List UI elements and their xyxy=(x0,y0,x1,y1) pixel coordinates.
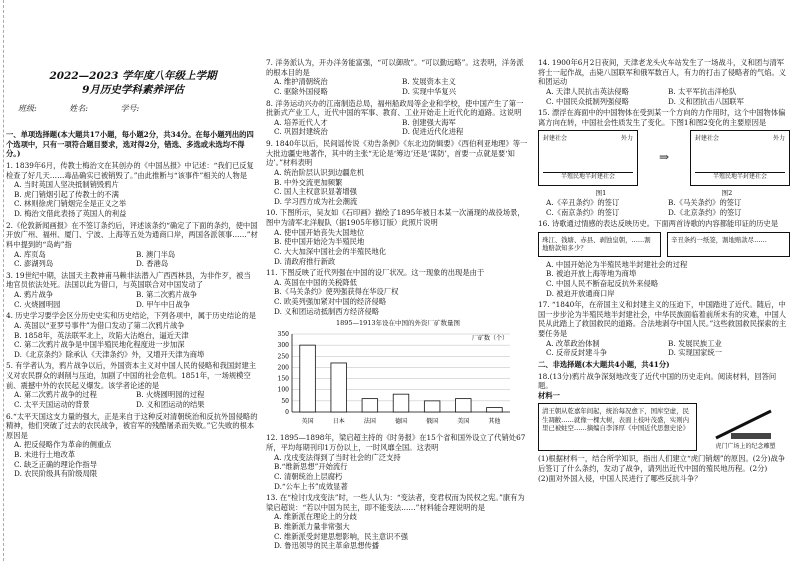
bar-chart xyxy=(266,319,530,430)
y-tick-label: 0 xyxy=(285,408,289,416)
option-b[interactable]: B. 1858年，英法联军北上，攻陷大沽炮台，逼近天津 xyxy=(14,330,189,340)
question-9: 9. 1840年以后，民间谣传说《劝告条例》《东北边防辑要》《西伯利亚地理》等一大批边疆史地著作，其中的主张“无论是‘筹边’还是‘谋防’，首要一点就是要‘知边’。”材料表明 A. 统治阶层认识到边疆危机 B. 中外交流更加频繁 C. 国人主权意识显著增强 D. 学习西方成为社会潮流 xyxy=(266,139,530,206)
option-c[interactable]: C.《南京条约》的签订 xyxy=(546,207,620,217)
option-d[interactable]: D. 鲁迅领导的民主革命思想传播 xyxy=(274,541,380,551)
name-field[interactable]: 姓名: xyxy=(69,104,88,113)
option-c[interactable]: C. 缺乏正确的理论作指导 xyxy=(14,459,97,469)
column-1 xyxy=(6,128,258,555)
option-d[interactable]: D. 义和团运动抵制西方经济侵略 xyxy=(274,306,380,316)
question-11: 11. 下图反映了近代列强在中国的设厂状况。这一现象的出现是由于 A. 英国在中国的关税降低 B.《马关条约》使列强获得在华设厂权 C. 欧美列强加紧对中国的经济侵略 D. 义和团运动抵制西方经济侵略 xyxy=(266,268,530,316)
option-c[interactable]: C. 国人主权意识显著增强 xyxy=(274,187,357,197)
option-d[interactable]: D. 清政府推行新政 xyxy=(274,256,336,266)
options xyxy=(266,168,530,207)
x-tick-label: 法国 xyxy=(363,417,376,425)
option-a[interactable]: A. 维护清朝统治 xyxy=(274,77,328,87)
option-c[interactable]: C. 巩固封建统治 xyxy=(274,127,328,137)
option-b[interactable]: B. 火烧圆明园的过程 xyxy=(136,390,205,400)
y-tick-label: 200 xyxy=(277,364,289,372)
option-c[interactable]: C. 反帝反封建斗争 xyxy=(546,348,608,358)
figure-2: 封建社会 外力 半殖民地半封建社会 xyxy=(690,130,790,186)
option-d[interactable]: D. 义和团抗击八国联军 xyxy=(668,96,744,106)
option-c[interactable]: C. 驱除外国侵略 xyxy=(274,86,328,96)
bar xyxy=(456,398,472,411)
options xyxy=(6,180,258,219)
option-b[interactable]: B. 太平军抗击洋枪队 xyxy=(668,86,737,96)
sub-question-1: (1)根据材料一，结合所学知识，指出人们建立“虎门销烟”的原因。(2分)战争后签订了什么条约，发动了战争，请列出近代中国的殖民地历程。(2分) xyxy=(538,454,786,474)
y-axis-label: 厂矿数（个） xyxy=(471,334,508,342)
option-b[interactable]: B. 澳门半岛 xyxy=(136,249,176,259)
bar xyxy=(393,394,409,412)
option-b[interactable]: B.“维新思想”开始流行 xyxy=(274,462,348,472)
student-info-fields xyxy=(18,104,248,115)
option-a[interactable]: A. 英国以“亚罗号事件”为借口发动了第二次鸦片战争 xyxy=(14,320,185,330)
question-10: 10. 下图所示，吴友如《石印画》描绘了1895年被日本某一次涌现的战役场景，图中为清军北洋舰队（据1905年修订版）此照片说明 A. 使中国开始丧失大国地位 B. 使中国开始沦为半殖民地 C. 大大加深中国社会的半殖民地化 D. 清政府推行新政 xyxy=(266,208,530,266)
question-12: 12. 1895—1898年，梁启超主持的《时务报》在15个省和国外设立了代销处67所，平均每期刊印1万份以上，一时风靡全国。这表明 A. 戊戌变法得到了当时社会的广泛支持 B.“维新思想”开始流行 C. 清朝统治上层腐朽 D.“公车上书”成效显著 xyxy=(266,433,530,491)
figure-captions: 图1 图2 xyxy=(595,189,733,198)
question-18: 18.(13分)鸦片战争深刻地改变了近代中国的历史走向。阅读材料，回答问题。 xyxy=(538,371,777,391)
option-d[interactable]: D. 义和团运动的结果 xyxy=(136,399,205,409)
y-tick-label: 100 xyxy=(277,386,289,394)
question-17: 17. “1840年，在帝国主义和封建主义的压迫下，中国踏进了近代。随后，中国一步步沦为半殖民地半封建社会，中华民族面临着前所未有的灾难，中国人民从此踏上了救国救民的道路。合法地剥夺中国人民。”这些救国救民探索的主要任务是 A. 改革政治体制 B. 发展民族工业 C. 反帝反封建斗争 D. 实现国家统一 xyxy=(538,300,790,358)
option-a[interactable]: A. 把反侵略作为革命的侧重点 xyxy=(14,440,112,450)
binding-line xyxy=(0,0,4,561)
question-6: 6.“太平天国这支力量的强大，正是来自于这种反对清朝统治和反抗外国侵略的精神，他们突破了过去的农民战争，被官军的残酷屠杀而失败。”它失败的根本原因是 A. 把反侵略作为革命的侧重点 B. 未进行土地改革 C. 缺乏正确的理论作指导 D. 农民阶级具有阶级局限 xyxy=(6,411,258,479)
option-d[interactable]: D.《北京条约》的签订 xyxy=(668,207,742,217)
poem-boxes xyxy=(538,232,790,257)
figure-1: 封建社会 外力 半殖民地半封建社会 xyxy=(538,130,638,186)
option-d[interactable]: D. 促进近代化进程 xyxy=(402,127,464,137)
option-c[interactable]: C. 林则徐虎门销烟完全是正义之举 xyxy=(14,199,127,209)
question-1: 1. 1839年6月，传教士梅治文在其创办的《中国丛报》中记述：“我们已反复检查了好几天……毒品确实已被销毁了。”由此推断与“该事件”相关的人物是 A. 当时英国人坚决抵制销毁鸦片 B. 虎门销烟引起了传教士的不满 C. 林则徐虎门销烟完全是正义之举 D. 梅治文借此表扬了英国人的利益 xyxy=(6,161,258,219)
option-b[interactable]: B. 发展资本主义 xyxy=(402,77,456,87)
question-14: 14. 1900年6月2日夜间，天津老龙头火车站发生了一场战斗，义和团与清军将士一起作战，击毙八国联军和俄军数百人，有力的打击了侵略者的气焰。义和团运动 A. 天津人民抗击英法侵略 B. 太平军抗击洋枪队 C. 中国民众抵制列强侵略 D. 义和团抗击八国联军 xyxy=(538,58,790,106)
option-a[interactable]: A. 英国在中国的关税降低 xyxy=(274,277,357,287)
number-field[interactable]: 学号: xyxy=(120,104,140,113)
column-2-questions-b xyxy=(266,433,530,551)
x-tick-label: 俄国 xyxy=(426,417,439,425)
option-d[interactable]: D. 香港岛 xyxy=(136,259,169,269)
option-d[interactable]: D. 梅治文借此表扬了英国人的利益 xyxy=(14,209,127,218)
class-field[interactable]: 班级: xyxy=(18,104,37,113)
options xyxy=(266,278,530,317)
option-d[interactable]: D. 被迫开放通商口岸 xyxy=(546,288,615,298)
option-b[interactable]: B.《马关条约》使列强获得在华设厂权 xyxy=(274,287,399,297)
option-b[interactable]: B. 虎门销烟引起了传教士的不满 xyxy=(14,189,119,199)
option-c[interactable]: C. 第二次鸦片战争是中国半殖民地化程度进一步加深 xyxy=(14,340,185,350)
question-15: 15. 漂浮在海面中的中国物体在受到某一个方向的力作用时，这个中国物体偏离方向在转，中国社会性质发生了变化。下图1和图2变化的主要原因是 封建社会 外力 半殖民地半封建社会 ⇒ 封建社会 外力 半殖民地半封建社会 图1 图2 A.《辛丑条约》的签订 B.《马关条约》的签订 C.《南京条约》的签订 D.《北京条约》的签订 xyxy=(538,108,790,217)
question-8: 8. 洋务运动兴办的江南制造总局，福州船政局等企业和学校，使中国产生了第一批新式产业工人，近代中国的军事、教育、工业开始走上近代化的道路。这说明 A. 培养近代人才 B. 创建强大海军 C. 巩固封建统治 D. 促进近代化进程 xyxy=(266,99,530,138)
options xyxy=(266,118,530,137)
option-a[interactable]: A. 库页岛 xyxy=(14,249,46,259)
option-a[interactable]: A. 当时英国人坚决抵制销毁鸦片 xyxy=(14,180,119,190)
options xyxy=(6,440,258,479)
material-block xyxy=(538,403,790,451)
option-b[interactable]: B.《马关条约》的签订 xyxy=(668,197,742,207)
option-a[interactable]: A. 鸦片战争 xyxy=(14,290,54,299)
option-d[interactable]: D. 实现国家统一 xyxy=(668,348,723,358)
question-7: 7. 洋务派认为，开办洋务能富强，“可以御敌”。“可以勤远略”。这表明，洋务派的根本目的是 A. 维护清朝统治 B. 发展资本主义 C. 驱除外国侵略 D. 实现中华复兴 xyxy=(266,58,530,97)
bar xyxy=(331,363,347,412)
x-tick-label: 英国 xyxy=(301,417,314,425)
y-tick-label: 150 xyxy=(277,375,289,383)
question-16: 16. 诗歌通过情感的表达反映历史。下面两首诗歌的内容都能印证的历史是 珠江、钱塘、赤县、剥蚀皇朝，……割地赔款知多少？ 辛丑条约一纸签，割地赔款尽…… A. 中国开始沦为半殖民地半封建社会的过程 B. 被迫开放上海等地为商埠 C. 中国人民不断奋起反抗外来侵略 D. 被迫开放通商口岸 xyxy=(538,219,790,298)
question-3: 3. 19世纪中期，法国天主教神甫马赖非法潜入广西西林县，为非作歹，被当地官员依法处死。法国以此为借口，与英国联合对中国发动了 A. 鸦片战争 B. 第二次鸦片战争 C. 火烧圆明园 D. 甲午中日战争 xyxy=(6,271,258,310)
option-c[interactable]: C. 大大加深中国社会的半殖民地化 xyxy=(274,246,387,256)
options xyxy=(266,228,530,267)
arrow-icon: ⇒ xyxy=(658,150,670,165)
bar xyxy=(487,407,503,411)
option-d[interactable]: D. 学习西方成为社会潮流 xyxy=(274,196,358,206)
option-d[interactable]: D. 实现中华复兴 xyxy=(402,86,457,96)
option-b[interactable]: B. 创建强大海军 xyxy=(402,117,456,127)
x-tick-label: 日本 xyxy=(332,417,345,425)
column-2-questions-a xyxy=(266,58,530,316)
option-a[interactable]: A. 第二次鸦片战争的过程 xyxy=(14,390,97,400)
material-text: 清王朝从乾嘉年间起，统治每况愈下，国库空虚，民生凋敝……就像一棵大树，表面上枝叶茂盛，实则内里已被蛀空……摘编自李泽厚《中国近代思想史论》 xyxy=(538,403,697,451)
chart-title: 1895—1913年设在中国的外资厂矿数量图 xyxy=(335,319,461,328)
column-3 xyxy=(538,58,790,555)
bar xyxy=(300,345,316,412)
options xyxy=(6,390,258,409)
monument-image: 虎门广场上的纪念雕塑 xyxy=(701,403,790,451)
option-c[interactable]: C. 维新派受封建思想影响，民主意识不强 xyxy=(274,531,409,541)
section2-title: 二、非选择题(本大题共4小题，共41分) xyxy=(538,359,670,369)
option-b[interactable]: B. 发展民族工业 xyxy=(668,338,722,348)
y-tick-label: 350 xyxy=(277,330,289,338)
x-tick-label: 其他 xyxy=(488,417,501,425)
y-tick-label: 50 xyxy=(281,397,289,405)
option-a[interactable]: A. 戊戌变法得到了当时社会的广泛支持 xyxy=(274,452,401,462)
option-c[interactable]: C. 清朝统治上层腐朽 xyxy=(274,471,343,481)
poem-2: 辛丑条约一纸签，割地赔款尽…… xyxy=(667,232,790,257)
question-13: 13. 在“检讨戊戌变法”时，一些人认为：“变法者，变君权而为民权之宪。”康有为梁启超说：“若以中国为民主，即不能变法……”材料能合理说明的是 A. 维新派在理论上的分歧 B. 维新派力量非常强大 C. 维新派受封建思想影响，民主意识不强 D. 鲁迅领导的民主革命思想传播 xyxy=(266,493,530,551)
chart-svg xyxy=(266,328,516,428)
option-b[interactable]: B. 中外交流更加频繁 xyxy=(274,177,343,187)
option-a[interactable]: A. 统治阶层认识到边疆危机 xyxy=(274,167,365,177)
option-b[interactable]: B. 第二次鸦片战争 xyxy=(136,290,198,299)
options xyxy=(266,77,530,96)
option-b[interactable]: B. 未进行土地改革 xyxy=(14,450,76,459)
option-c[interactable]: C. 火烧圆明园 xyxy=(14,299,61,309)
section1-title: 一、单项选择题(本大题共17小题，每小题2分，共34分。在每小题列出的四个选项中，只有一项符合题目要求，选对得2分，错选、多选或未选均不得分。) xyxy=(6,130,254,159)
y-tick-label: 300 xyxy=(277,341,289,349)
option-c[interactable]: C. 澎湖列岛 xyxy=(14,259,54,269)
option-c[interactable]: C. 欧美列强加紧对中国的经济侵略 xyxy=(274,297,387,306)
x-tick-label: 德国 xyxy=(394,417,408,425)
options xyxy=(6,250,258,269)
option-a[interactable]: A. 中国开始沦为半殖民地半封建社会的过程 xyxy=(546,259,688,269)
question-5: 5. 有学者认为，鸦片战争以后，外国资本主义对中国人民的侵略和我国封建主义对农民群众的剥削与压迫，加剧了中国的社会危机。1851年，一场规模空前、震撼中外的农民起义爆发。该学者论述的是 A. 第二次鸦片战争的过程 B. 火烧圆明园的过程 C. 太平天国运动的背景 D. 义和团运动的结果 xyxy=(6,361,257,409)
poem-1: 珠江、钱塘、赤县、剥蚀皇朝，……割地赔款知多少？ xyxy=(538,232,661,257)
x-tick-label: 美国 xyxy=(457,417,470,425)
option-d[interactable]: D. 甲午中日战争 xyxy=(136,299,191,309)
q15-options xyxy=(538,198,790,217)
option-d[interactable]: D. 农民阶级具有阶级局限 xyxy=(14,469,98,479)
option-a[interactable]: A. 改革政治体制 xyxy=(546,338,600,348)
bar xyxy=(362,398,378,411)
force-diagram xyxy=(538,130,790,186)
option-a[interactable]: A. 维新派在理论上的分歧 xyxy=(274,512,357,522)
option-d[interactable]: D.《北京条约》除承认《天津条约》外，又增开天津为商埠 xyxy=(14,349,205,359)
option-a[interactable]: A.《辛丑条约》的签订 xyxy=(546,197,620,207)
option-a[interactable]: A. 培养近代人才 xyxy=(274,117,328,127)
option-a[interactable]: A. 天津人民抗击英法侵略 xyxy=(546,86,629,96)
option-c[interactable]: C. 太平天国运动的背景 xyxy=(14,399,90,409)
options xyxy=(6,290,258,309)
options xyxy=(6,321,258,360)
option-c[interactable]: C. 中国民众抵制列强侵略 xyxy=(546,96,629,106)
material-label: 材料一 xyxy=(538,390,560,400)
q14-options xyxy=(538,87,790,106)
option-d[interactable]: D.“公车上书”成效显著 xyxy=(274,481,348,491)
column-2 xyxy=(266,58,530,555)
option-a[interactable]: A. 使中国开始丧失大国地位 xyxy=(274,227,365,237)
q17-options xyxy=(538,339,790,358)
bar xyxy=(424,401,440,412)
options xyxy=(266,453,530,492)
option-c[interactable]: C. 中国人民不断奋起反抗外来侵略 xyxy=(546,278,659,288)
column-1-questions xyxy=(6,161,258,479)
options xyxy=(266,512,530,551)
question-4: 4. 历史学习要学会区分历史史实和历史结论，下列各项中，属于历史结论的是 A. 英国以“亚罗号事件”为借口发动了第二次鸦片战争 B. 1858年，英法联军北上，攻陷大沽炮台，逼近天津 C. 第二次鸦片战争是中国半殖民地化程度进一步加深 D.《北京条约》除承认《天津条约》外，又增开天津为商埠 xyxy=(6,311,257,359)
option-b[interactable]: B. 维新派力量非常强大 xyxy=(274,522,350,532)
exam-title: 2022—2023 学年度八年级上学期 9月历史学科素养评估 xyxy=(49,70,217,96)
sub-question-2: (2)面对外国入侵，中国人民进行了哪些反抗斗争？ xyxy=(538,473,702,483)
option-b[interactable]: B. 使中国开始沦为半殖民地 xyxy=(274,237,365,247)
monument-icon xyxy=(711,403,781,443)
question-2: 2.《伦敦新闻画报》在不签订条约后，评述该条约“确定了下面的条约，使中国开放广州、福州、厦门、宁波、上海等五处为通商口岸，两国各派领事……”材料中提到的“岛屿”指 A. 库页岛 B. 澳门半岛 C. 澎湖列岛 D. 香港岛 xyxy=(6,220,258,269)
option-b[interactable]: B. 被迫开放上海等地为商埠 xyxy=(546,269,637,279)
y-tick-label: 250 xyxy=(277,353,289,361)
